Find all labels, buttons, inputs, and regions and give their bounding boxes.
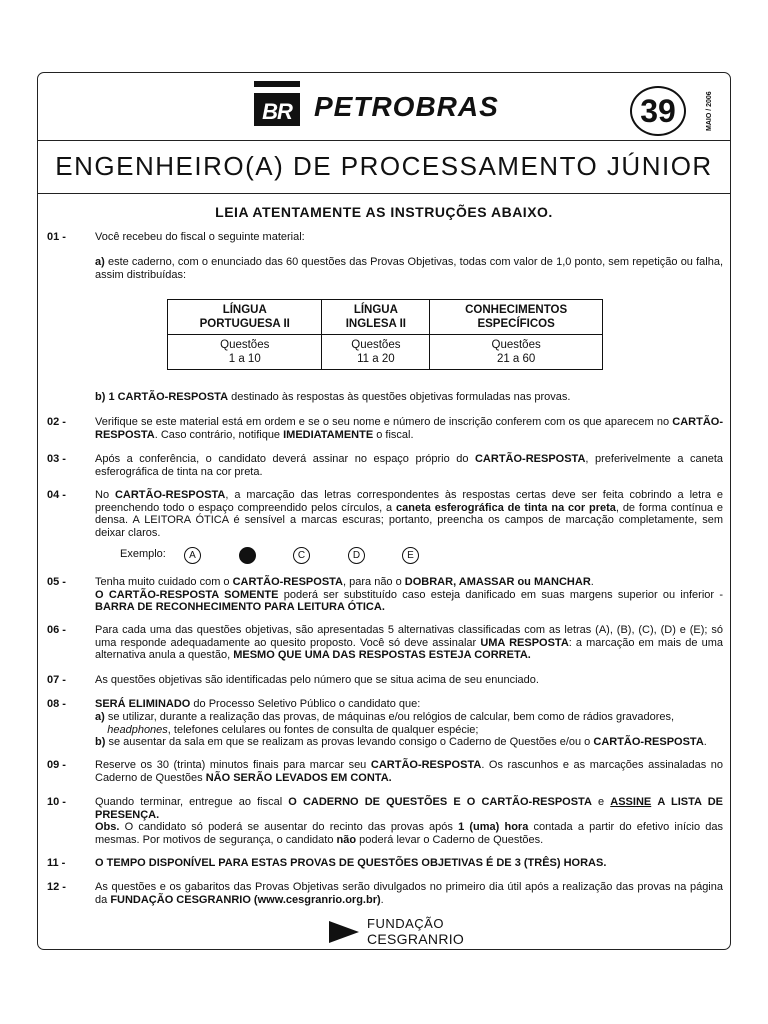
item-01-a: a) este caderno, com o enunciado das 60 questões das Provas Objetivas, todas com valor de 1,0 ponto, sem repetição ou falha, assim distribuídas: [95, 256, 724, 281]
table-header-cell: LÍNGUA PORTUGUESA II [168, 300, 322, 335]
item-05-text: Tenha muito cuidado com o CARTÃO-RESPOSTA, para não o DOBRAR, AMASSAR ou MANCHAR. O CARTÃO-RESPOSTA SOMENTE poderá ser substituído caso esteja danificado em suas margens superior ou inferior - BARRA DE RECONHECIMENTO PARA LEITURA ÓTICA. [95, 576, 723, 613]
item-number: 09 - [47, 759, 66, 771]
instructions-heading: LEIA ATENTAMENTE AS INSTRUÇÕES ABAIXO. [215, 204, 553, 220]
item-number: 01 - [47, 231, 66, 243]
material-table [167, 299, 603, 370]
table-cell: Questões 11 a 20 [322, 335, 430, 370]
bubble-d: D [348, 547, 365, 564]
table-header-cell: LÍNGUA INGLESA II [322, 300, 430, 335]
item-11-text: O TEMPO DISPONÍVEL PARA ESTAS PROVAS DE QUESTÕES OBJETIVAS É DE 3 (TRÊS) HORAS. [95, 857, 607, 869]
item-03-text: Após a conferência, o candidato deverá assinar no espaço próprio do CARTÃO-RESPOSTA, preferivelmente a caneta esferográfica de tinta na cor preta. [95, 453, 723, 478]
table-cell: Questões 21 a 60 [430, 335, 603, 370]
bubble-e: E [402, 547, 419, 564]
bubble-a: A [184, 547, 201, 564]
title-divider [37, 193, 731, 194]
item-number: 10 - [47, 796, 66, 808]
item-number: 07 - [47, 674, 66, 686]
item-10-text: Quando terminar, entregue ao fiscal O CADERNO DE QUESTÕES E O CARTÃO-RESPOSTA e ASSINE A LISTA DE PRESENÇA. Obs. O candidato só poderá se ausentar do recinto das provas após 1 (uma) hora contada a partir do efetivo início das mesmas. Por motivos de segurança, o candidato não poderá levar o Caderno de Questões. [95, 796, 723, 846]
item-08-b: b) se ausentar da sala em que se realizam as provas levando consigo o Caderno de Questões e/ou o CARTÃO-RESPOSTA. [95, 736, 707, 748]
page-title: ENGENHEIRO(A) DE PROCESSAMENTO JÚNIOR [55, 151, 713, 181]
footer-line1: FUNDAÇÃO [367, 916, 444, 931]
item-12-text: As questões e os gabaritos das Provas Objetivas serão divulgados no primeiro dia útil após a realização das provas na página da FUNDAÇÃO CESGRANRIO (www.cesgranrio.org.br). [95, 881, 723, 906]
exam-number-badge: 39 [630, 86, 686, 136]
item-number: 06 - [47, 624, 66, 636]
bubble-c: C [293, 547, 310, 564]
item-02-text: Verifique se este material está em ordem e se o seu nome e número de inscrição conferem com os que aparecem no CARTÃO-RESPOSTA. Caso contrário, notifique IMEDIATAMENTE o fiscal. [95, 416, 723, 441]
logo-text: BR [254, 100, 300, 124]
item-08-a: a) se utilizar, durante a realização das provas, de máquinas e/ou relógios de calcular, bem como de rádios gravadores, headphones, telefones celulares ou fontes de consulta de qualquer espécie; [95, 711, 675, 736]
item-01-b: b) 1 CARTÃO-RESPOSTA destinado às respostas às questões objetivas formuladas nas provas. [95, 391, 571, 403]
item-number: 04 - [47, 489, 66, 501]
bubble-b-filled [239, 547, 256, 564]
triangle-icon [329, 921, 359, 943]
item-number: 03 - [47, 453, 66, 465]
item-04-text: No CARTÃO-RESPOSTA, a marcação das letras correspondentes às respostas certas deve ser feita cobrindo a letra e preenchendo todo o espaço compreendido pelos círculos, a caneta esferográfica de tinta na cor preta, de forma contínua e densa. A LEITORA ÓTICA é sensível a marcas escuras; portanto, preencha os campos de marcação completamente, sem deixar claros. [95, 489, 724, 539]
item-number: 11 - [47, 857, 66, 869]
item-08-text: SERÁ ELIMINADO do Processo Seletivo Público o candidato que: [95, 698, 421, 710]
item-number: 12 - [47, 881, 66, 893]
item-01-text: Você recebeu do fiscal o seguinte material: [95, 231, 305, 243]
item-number: 05 - [47, 576, 66, 588]
item-09-text: Reserve os 30 (trinta) minutos finais para marcar seu CARTÃO-RESPOSTA. Os rascunhos e as marcações assinaladas no Caderno de Questões NÃO SERÃO LEVADOS EM CONTA. [95, 759, 724, 784]
br-logo-icon [254, 81, 300, 132]
example-label: Exemplo: [120, 548, 166, 560]
footer-line2: CESGRANRIO [367, 931, 465, 947]
item-07-text: As questões objetivas são identificadas pelo número que se situa acima de seu enunciado. [95, 674, 539, 686]
header-divider [37, 140, 731, 141]
table-header-cell: CONHECIMENTOS ESPECÍFICOS [430, 300, 603, 335]
item-number: 08 - [47, 698, 66, 710]
item-number: 02 - [47, 416, 66, 428]
item-06-text: Para cada uma das questões objetivas, são apresentadas 5 alternativas classificadas com as letras (A), (B), (C), (D) e (E); só uma responde adequadamente ao quesito proposto. Você só deve assinalar UMA RESPOSTA: a marcação em mais de uma alternativa anula a questão, MESMO QUE UMA DAS RESPOSTAS ESTEJA CORRETA. [95, 624, 723, 661]
company-name: PETROBRAS [314, 91, 499, 122]
table-cell: Questões 1 a 10 [168, 335, 322, 370]
exam-date: MAIO / 2006 [706, 91, 713, 131]
